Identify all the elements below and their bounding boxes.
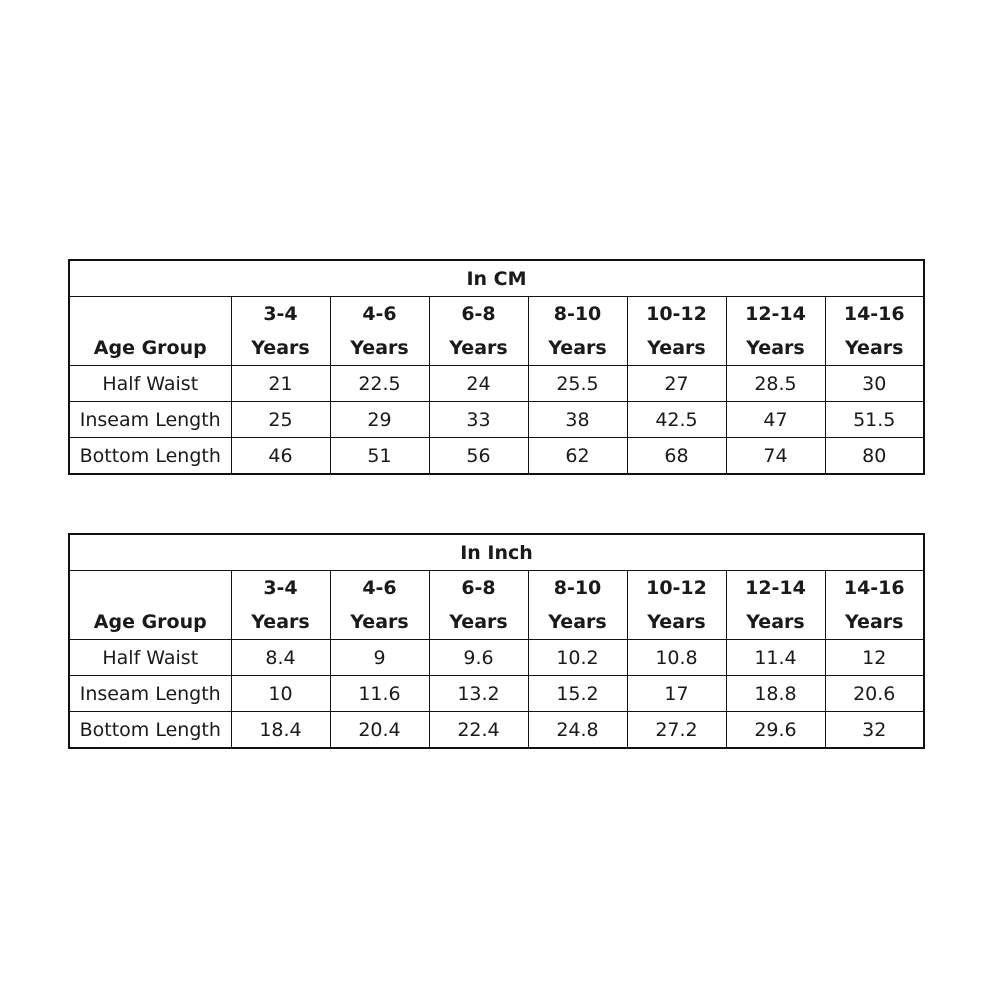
age-range: 10-12 [646, 303, 707, 325]
column-header [528, 297, 627, 366]
table-cell: 47 [726, 402, 825, 438]
column-header [231, 571, 330, 640]
table-title-row [69, 260, 924, 297]
table-row [69, 366, 924, 402]
row-label: Inseam Length [69, 402, 231, 438]
table-cell: 29 [330, 402, 429, 438]
table-cell: 30 [825, 366, 924, 402]
table-cell: 20.6 [825, 676, 924, 712]
table-cell: 22.5 [330, 366, 429, 402]
table-cell: 10.2 [528, 640, 627, 676]
table-cell: 11.6 [330, 676, 429, 712]
age-range: 6-8 [461, 303, 496, 325]
row-label: Half Waist [69, 366, 231, 402]
table-cell: 51 [330, 438, 429, 475]
table-cell: 22.4 [429, 712, 528, 749]
table-row [69, 640, 924, 676]
table-cell: 46 [231, 438, 330, 475]
table-row [69, 676, 924, 712]
age-unit: Years [350, 337, 409, 359]
table-cell: 11.4 [726, 640, 825, 676]
table-cell: 51.5 [825, 402, 924, 438]
table-cell: 38 [528, 402, 627, 438]
column-header [231, 297, 330, 366]
age-group-header: Age Group [69, 571, 231, 640]
column-header [726, 571, 825, 640]
table-cell: 24.8 [528, 712, 627, 749]
table-cell: 9.6 [429, 640, 528, 676]
column-header [429, 297, 528, 366]
age-group-header: Age Group [69, 297, 231, 366]
table-cell: 29.6 [726, 712, 825, 749]
column-header [330, 571, 429, 640]
age-range: 14-16 [843, 577, 905, 599]
table-title-row [69, 534, 924, 571]
table-cell: 80 [825, 438, 924, 475]
column-header [627, 297, 726, 366]
age-unit: Years [548, 611, 607, 633]
age-range: 6-8 [461, 577, 496, 599]
table-cell: 62 [528, 438, 627, 475]
table-cell: 10 [231, 676, 330, 712]
table-cell: 32 [825, 712, 924, 749]
table-header-row [69, 571, 924, 640]
age-unit: Years [845, 611, 904, 633]
age-unit: Years [647, 611, 706, 633]
age-unit: Years [350, 611, 409, 633]
table-cell: 42.5 [627, 402, 726, 438]
table-title: In CM [69, 260, 924, 297]
column-header [429, 571, 528, 640]
table-cell: 27.2 [627, 712, 726, 749]
row-label: Half Waist [69, 640, 231, 676]
size-table-cm [68, 259, 925, 475]
age-unit: Years [251, 337, 310, 359]
table-cell: 10.8 [627, 640, 726, 676]
table-cell: 12 [825, 640, 924, 676]
table-cell: 13.2 [429, 676, 528, 712]
column-header [627, 571, 726, 640]
size-table-inch [68, 533, 925, 749]
table-cell: 74 [726, 438, 825, 475]
row-label: Bottom Length [69, 712, 231, 749]
age-unit: Years [845, 337, 904, 359]
row-label: Bottom Length [69, 438, 231, 475]
table-cell: 8.4 [231, 640, 330, 676]
table-cell: 24 [429, 366, 528, 402]
age-unit: Years [251, 611, 310, 633]
table-header-row [69, 297, 924, 366]
table-row [69, 712, 924, 749]
age-range: 12-14 [745, 577, 806, 599]
age-range: 4-6 [362, 577, 397, 599]
age-range: 12-14 [745, 303, 806, 325]
table-cell: 9 [330, 640, 429, 676]
table-cell: 25 [231, 402, 330, 438]
age-unit: Years [746, 611, 805, 633]
age-range: 14-16 [843, 303, 905, 325]
age-range: 8-10 [553, 577, 602, 599]
column-header [330, 297, 429, 366]
age-unit: Years [449, 337, 508, 359]
table-cell: 68 [627, 438, 726, 475]
table-cell: 27 [627, 366, 726, 402]
table-title: In Inch [69, 534, 924, 571]
table-row [69, 438, 924, 475]
table-cell: 17 [627, 676, 726, 712]
table-cell: 18.4 [231, 712, 330, 749]
age-range: 3-4 [263, 303, 298, 325]
table-cell: 33 [429, 402, 528, 438]
table-row [69, 402, 924, 438]
table-cell: 56 [429, 438, 528, 475]
table-cell: 15.2 [528, 676, 627, 712]
age-unit: Years [746, 337, 805, 359]
table-cell: 18.8 [726, 676, 825, 712]
table-cell: 25.5 [528, 366, 627, 402]
age-unit: Years [449, 611, 508, 633]
age-range: 4-6 [362, 303, 397, 325]
column-header [528, 571, 627, 640]
column-header [825, 297, 924, 366]
table-cell: 20.4 [330, 712, 429, 749]
age-unit: Years [647, 337, 706, 359]
column-header [825, 571, 924, 640]
age-range: 10-12 [646, 577, 707, 599]
table-cell: 28.5 [726, 366, 825, 402]
column-header [726, 297, 825, 366]
row-label: Inseam Length [69, 676, 231, 712]
table-cell: 21 [231, 366, 330, 402]
age-range: 3-4 [263, 577, 298, 599]
age-range: 8-10 [553, 303, 602, 325]
age-unit: Years [548, 337, 607, 359]
